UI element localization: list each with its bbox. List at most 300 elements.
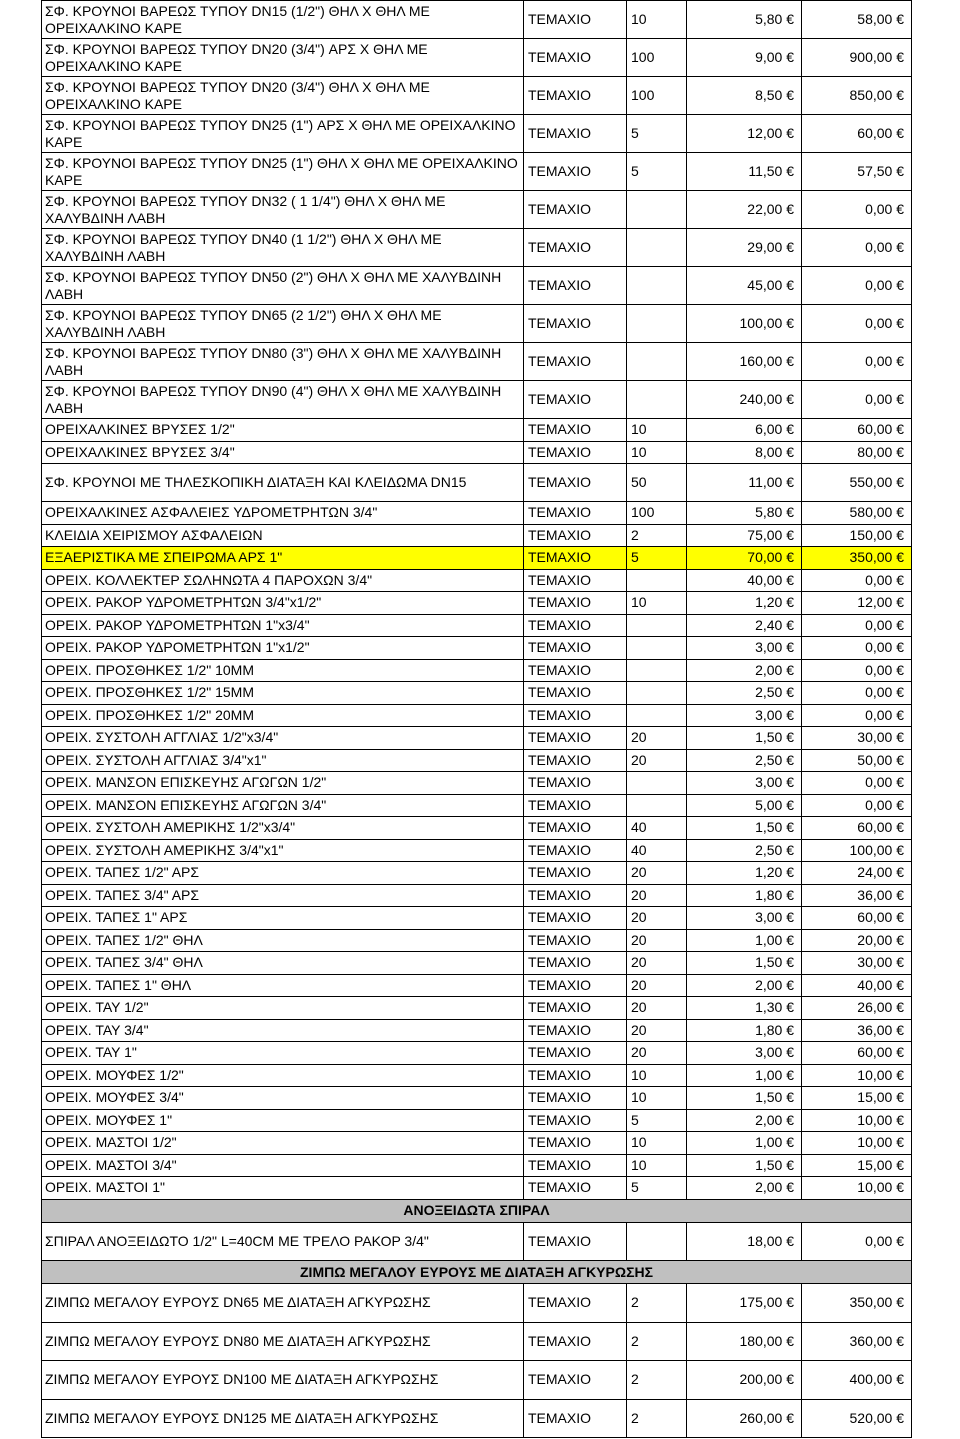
item-unit: ΤΕΜΑΧΙΟ xyxy=(524,1154,627,1177)
item-description: ΟΡΕΙΧ. ΜΟΥΦΕΣ 1/2" xyxy=(42,1064,524,1087)
item-unit: ΤΕΜΑΧΙΟ xyxy=(524,502,627,525)
item-unit-price: 3,00 € xyxy=(687,637,802,660)
item-quantity: 5 xyxy=(627,1177,687,1200)
item-total: 360,00 € xyxy=(802,1322,912,1361)
item-unit: ΤΕΜΑΧΙΟ xyxy=(524,1361,627,1400)
item-quantity: 20 xyxy=(627,997,687,1020)
item-quantity: 10 xyxy=(627,1132,687,1155)
table-row xyxy=(42,794,912,817)
item-quantity: 20 xyxy=(627,907,687,930)
item-unit: ΤΕΜΑΧΙΟ xyxy=(524,637,627,660)
section-header-row xyxy=(42,1261,912,1284)
item-unit-price: 160,00 € xyxy=(687,343,802,381)
item-total: 24,00 € xyxy=(802,862,912,885)
item-unit-price: 240,00 € xyxy=(687,381,802,419)
item-description: ΟΡΕΙΧ. ΤΑΠΕΣ 1" ΑΡΣ xyxy=(42,907,524,930)
table-row xyxy=(42,682,912,705)
item-unit-price: 2,00 € xyxy=(687,1109,802,1132)
item-description: ΟΡΕΙΧ. ΤΑΠΕΣ 1/2" ΘΗΛ xyxy=(42,929,524,952)
item-unit-price: 2,50 € xyxy=(687,682,802,705)
item-quantity: 20 xyxy=(627,929,687,952)
item-total: 350,00 € xyxy=(802,547,912,570)
item-quantity: 10 xyxy=(627,1087,687,1110)
table-row xyxy=(42,1042,912,1065)
table-row xyxy=(42,952,912,975)
item-quantity: 20 xyxy=(627,862,687,885)
table-row xyxy=(42,547,912,570)
item-description: ΣΦ. ΚΡΟΥΝΟΙ ΒΑΡΕΩΣ ΤΥΠΟΥ DN20 (3/4") ΘΗΛ Χ ΘΗΛ ΜΕ ΟΡΕΙΧΑΛΚΙΝΟ ΚΑΡΕ xyxy=(42,77,524,115)
item-total: 0,00 € xyxy=(802,637,912,660)
item-quantity xyxy=(627,614,687,637)
item-unit: ΤΕΜΑΧΙΟ xyxy=(524,682,627,705)
item-unit: ΤΕΜΑΧΙΟ xyxy=(524,839,627,862)
item-quantity xyxy=(627,794,687,817)
item-quantity xyxy=(627,659,687,682)
item-unit-price: 45,00 € xyxy=(687,267,802,305)
item-quantity xyxy=(627,772,687,795)
item-unit-price: 1,50 € xyxy=(687,952,802,975)
item-description: ΟΡΕΙΧ. ΤΑΥ 3/4" xyxy=(42,1019,524,1042)
item-quantity: 50 xyxy=(627,464,687,502)
item-total: 60,00 € xyxy=(802,419,912,442)
item-quantity: 2 xyxy=(627,1361,687,1400)
table-row xyxy=(42,39,912,77)
item-unit-price: 2,50 € xyxy=(687,839,802,862)
item-unit: ΤΕΜΑΧΙΟ xyxy=(524,115,627,153)
item-description: ΟΡΕΙΧ. ΜΑΣΤΟΙ 1" xyxy=(42,1177,524,1200)
item-unit: ΤΕΜΑΧΙΟ xyxy=(524,191,627,229)
item-unit: ΤΕΜΑΧΙΟ xyxy=(524,267,627,305)
item-unit-price: 1,00 € xyxy=(687,1132,802,1155)
item-total: 36,00 € xyxy=(802,884,912,907)
item-unit: ΤΕΜΑΧΙΟ xyxy=(524,1284,627,1323)
item-quantity: 20 xyxy=(627,884,687,907)
item-description: ΟΡΕΙΧ. ΡΑΚΟΡ ΥΔΡΟΜΕΤΡΗΤΩΝ 3/4"x1/2" xyxy=(42,592,524,615)
item-description: ΖΙΜΠΩ ΜΕΓΑΛΟΥ ΕΥΡΟΥΣ DN125 ΜΕ ΔΙΑΤΑΞΗ ΑΓΚΥΡΩΣΗΣ xyxy=(42,1399,524,1438)
table-row xyxy=(42,569,912,592)
item-unit: ΤΕΜΑΧΙΟ xyxy=(524,524,627,547)
item-unit-price: 18,00 € xyxy=(687,1222,802,1261)
item-unit-price: 8,00 € xyxy=(687,441,802,464)
item-unit-price: 1,00 € xyxy=(687,929,802,952)
item-unit-price: 3,00 € xyxy=(687,1042,802,1065)
item-description: ΟΡΕΙΧΑΛΚΙΝΕΣ ΒΡΥΣΕΣ 3/4" xyxy=(42,441,524,464)
item-quantity xyxy=(627,704,687,727)
item-description: ΟΡΕΙΧ. ΠΡΟΣΘΗΚΕΣ 1/2" 10ΜΜ xyxy=(42,659,524,682)
item-unit: ΤΕΜΑΧΙΟ xyxy=(524,592,627,615)
item-total: 0,00 € xyxy=(802,343,912,381)
item-unit: ΤΕΜΑΧΙΟ xyxy=(524,1087,627,1110)
item-quantity: 20 xyxy=(627,952,687,975)
item-unit: ΤΕΜΑΧΙΟ xyxy=(524,419,627,442)
item-description: ΣΦ. ΚΡΟΥΝΟΙ ΒΑΡΕΩΣ ΤΥΠΟΥ DN40 (1 1/2") ΘΗΛ Χ ΘΗΛ ΜΕ ΧΑΛΥΒΔΙΝΗ ΛΑΒΗ xyxy=(42,229,524,267)
item-unit: ΤΕΜΑΧΙΟ xyxy=(524,305,627,343)
item-description: ΟΡΕΙΧ. ΜΑΣΤΟΙ 1/2" xyxy=(42,1132,524,1155)
table-row xyxy=(42,267,912,305)
item-description: ΣΠΙΡΑΛ ΑΝΟΞΕΙΔΩΤΟ 1/2" L=40CM ME ΤΡΕΛΟ ΡΑΚΟΡ 3/4" xyxy=(42,1222,524,1261)
item-unit-price: 1,50 € xyxy=(687,1087,802,1110)
table-row xyxy=(42,884,912,907)
item-unit-price: 3,00 € xyxy=(687,907,802,930)
item-total: 20,00 € xyxy=(802,929,912,952)
item-unit-price: 175,00 € xyxy=(687,1284,802,1323)
item-quantity: 10 xyxy=(627,592,687,615)
item-total: 15,00 € xyxy=(802,1087,912,1110)
item-quantity xyxy=(627,682,687,705)
item-description: ΣΦ. ΚΡΟΥΝΟΙ ΒΑΡΕΩΣ ΤΥΠΟΥ DN15 (1/2") ΘΗΛ Χ ΘΗΛ ΜΕ ΟΡΕΙΧΑΛΚΙΝΟ ΚΑΡΕ xyxy=(42,1,524,39)
item-unit-price: 75,00 € xyxy=(687,524,802,547)
item-description: ΕΞΑΕΡΙΣΤΙΚΑ ΜΕ ΣΠΕΙΡΩΜΑ ΑΡΣ 1" xyxy=(42,547,524,570)
item-unit-price: 9,00 € xyxy=(687,39,802,77)
item-unit: ΤΕΜΑΧΙΟ xyxy=(524,1042,627,1065)
table-row xyxy=(42,592,912,615)
item-unit-price: 2,00 € xyxy=(687,1177,802,1200)
table-row xyxy=(42,749,912,772)
item-unit: ΤΕΜΑΧΙΟ xyxy=(524,343,627,381)
item-total: 0,00 € xyxy=(802,569,912,592)
item-quantity: 2 xyxy=(627,1399,687,1438)
item-unit: ΤΕΜΑΧΙΟ xyxy=(524,884,627,907)
item-unit: ΤΕΜΑΧΙΟ xyxy=(524,974,627,997)
item-total: 30,00 € xyxy=(802,727,912,750)
item-unit: ΤΕΜΑΧΙΟ xyxy=(524,1322,627,1361)
item-total: 10,00 € xyxy=(802,1109,912,1132)
table-row xyxy=(42,862,912,885)
item-total: 0,00 € xyxy=(802,794,912,817)
item-unit-price: 1,50 € xyxy=(687,1154,802,1177)
item-description: ΟΡΕΙΧ. ΡΑΚΟΡ ΥΔΡΟΜΕΤΡΗΤΩΝ 1"x3/4" xyxy=(42,614,524,637)
table-row xyxy=(42,907,912,930)
item-quantity: 2 xyxy=(627,1284,687,1323)
item-quantity xyxy=(627,191,687,229)
item-description: ΣΦ. ΚΡΟΥΝΟΙ ΒΑΡΕΩΣ ΤΥΠΟΥ DN32 ( 1 1/4") ΘΗΛ Χ ΘΗΛ ΜΕ ΧΑΛΥΒΔΙΝΗ ΛΑΒΗ xyxy=(42,191,524,229)
table-row xyxy=(42,1284,912,1323)
item-description: ΚΛΕΙΔΙΑ ΧΕΙΡΙΣΜΟΥ ΑΣΦΑΛΕΙΩΝ xyxy=(42,524,524,547)
item-quantity: 2 xyxy=(627,524,687,547)
item-description: ΟΡΕΙΧ. ΠΡΟΣΘΗΚΕΣ 1/2" 15ΜΜ xyxy=(42,682,524,705)
item-unit-price: 22,00 € xyxy=(687,191,802,229)
item-unit: ΤΕΜΑΧΙΟ xyxy=(524,997,627,1020)
table-row xyxy=(42,839,912,862)
item-total: 0,00 € xyxy=(802,267,912,305)
item-description: ΣΦ. ΚΡΟΥΝΟΙ ΒΑΡΕΩΣ ΤΥΠΟΥ DN50 (2") ΘΗΛ Χ ΘΗΛ ΜΕ ΧΑΛΥΒΔΙΝΗ ΛΑΒΗ xyxy=(42,267,524,305)
item-total: 10,00 € xyxy=(802,1132,912,1155)
table-row xyxy=(42,1109,912,1132)
table-row xyxy=(42,153,912,191)
table-row xyxy=(42,727,912,750)
item-unit: ΤΕΜΑΧΙΟ xyxy=(524,1132,627,1155)
table-row xyxy=(42,1,912,39)
item-unit: ΤΕΜΑΧΙΟ xyxy=(524,1222,627,1261)
table-row xyxy=(42,343,912,381)
table-row xyxy=(42,1064,912,1087)
item-unit-price: 6,00 € xyxy=(687,419,802,442)
section-header-row xyxy=(42,1199,912,1222)
item-total: 0,00 € xyxy=(802,381,912,419)
item-description: ΣΦ. ΚΡΟΥΝΟΙ ΒΑΡΕΩΣ ΤΥΠΟΥ DN65 (2 1/2") ΘΗΛ Χ ΘΗΛ ΜΕ ΧΑΛΥΒΔΙΝΗ ΛΑΒΗ xyxy=(42,305,524,343)
item-quantity xyxy=(627,229,687,267)
item-total: 0,00 € xyxy=(802,305,912,343)
item-unit: ΤΕΜΑΧΙΟ xyxy=(524,1064,627,1087)
item-description: ΣΦ. ΚΡΟΥΝΟΙ ΒΑΡΕΩΣ ΤΥΠΟΥ DN25 (1") ΑΡΣ Χ ΘΗΛ ΜΕ ΟΡΕΙΧΑΛΚΙΝΟ ΚΑΡΕ xyxy=(42,115,524,153)
table-row xyxy=(42,659,912,682)
item-unit: ΤΕΜΑΧΙΟ xyxy=(524,1177,627,1200)
table-row xyxy=(42,305,912,343)
item-unit-price: 5,80 € xyxy=(687,1,802,39)
item-unit-price: 11,00 € xyxy=(687,464,802,502)
item-description: ΖΙΜΠΩ ΜΕΓΑΛΟΥ ΕΥΡΟΥΣ DN80 ΜΕ ΔΙΑΤΑΞΗ ΑΓΚΥΡΩΣΗΣ xyxy=(42,1322,524,1361)
item-quantity: 20 xyxy=(627,974,687,997)
table-row xyxy=(42,1019,912,1042)
item-quantity xyxy=(627,343,687,381)
table-row xyxy=(42,1322,912,1361)
item-description: ΟΡΕΙΧ. ΣΥΣΤΟΛΗ ΑΓΓΛΙΑΣ 3/4"x1" xyxy=(42,749,524,772)
item-quantity: 40 xyxy=(627,817,687,840)
item-total: 400,00 € xyxy=(802,1361,912,1400)
table-row xyxy=(42,191,912,229)
table-row xyxy=(42,502,912,525)
item-quantity: 100 xyxy=(627,39,687,77)
item-unit: ΤΕΜΑΧΙΟ xyxy=(524,817,627,840)
item-quantity: 5 xyxy=(627,1109,687,1132)
item-unit: ΤΕΜΑΧΙΟ xyxy=(524,569,627,592)
item-unit: ΤΕΜΑΧΙΟ xyxy=(524,464,627,502)
table-row xyxy=(42,229,912,267)
item-quantity: 10 xyxy=(627,441,687,464)
item-unit: ΤΕΜΑΧΙΟ xyxy=(524,441,627,464)
item-total: 40,00 € xyxy=(802,974,912,997)
item-unit-price: 100,00 € xyxy=(687,305,802,343)
item-description: ΟΡΕΙΧ. ΚΟΛΛΕΚΤΕΡ ΣΩΛΗΝΩΤΑ 4 ΠΑΡΟΧΩΝ 3/4" xyxy=(42,569,524,592)
item-description: ΟΡΕΙΧ. ΜΑΝΣΟΝ ΕΠΙΣΚΕΥΗΣ ΑΓΩΓΩΝ 3/4" xyxy=(42,794,524,817)
item-unit: ΤΕΜΑΧΙΟ xyxy=(524,547,627,570)
item-total: 350,00 € xyxy=(802,1284,912,1323)
item-unit: ΤΕΜΑΧΙΟ xyxy=(524,952,627,975)
item-unit-price: 2,00 € xyxy=(687,974,802,997)
item-quantity xyxy=(627,305,687,343)
item-unit: ΤΕΜΑΧΙΟ xyxy=(524,1109,627,1132)
item-quantity xyxy=(627,1222,687,1261)
table-row xyxy=(42,1222,912,1261)
item-unit-price: 5,80 € xyxy=(687,502,802,525)
item-unit-price: 1,30 € xyxy=(687,997,802,1020)
item-description: ΟΡΕΙΧ. ΣΥΣΤΟΛΗ ΑΜΕΡΙΚΗΣ 3/4"x1" xyxy=(42,839,524,862)
item-description: ΣΦ. ΚΡΟΥΝΟΙ ΒΑΡΕΩΣ ΤΥΠΟΥ DN90 (4") ΘΗΛ Χ ΘΗΛ ΜΕ ΧΑΛΥΒΔΙΝΗ ΛΑΒΗ xyxy=(42,381,524,419)
table-row xyxy=(42,419,912,442)
item-unit: ΤΕΜΑΧΙΟ xyxy=(524,929,627,952)
item-quantity: 100 xyxy=(627,77,687,115)
table-row xyxy=(42,704,912,727)
item-unit-price: 1,50 € xyxy=(687,727,802,750)
item-description: ΟΡΕΙΧ. ΜΑΝΣΟΝ ΕΠΙΣΚΕΥΗΣ ΑΓΩΓΩΝ 1/2" xyxy=(42,772,524,795)
item-description: ΟΡΕΙΧΑΛΚΙΝΕΣ ΒΡΥΣΕΣ 1/2" xyxy=(42,419,524,442)
item-quantity: 2 xyxy=(627,1322,687,1361)
item-total: 80,00 € xyxy=(802,441,912,464)
item-total: 60,00 € xyxy=(802,907,912,930)
item-quantity: 10 xyxy=(627,1064,687,1087)
item-total: 12,00 € xyxy=(802,592,912,615)
item-description: ΣΦ. ΚΡΟΥΝΟΙ ΒΑΡΕΩΣ ΤΥΠΟΥ DN25 (1") ΘΗΛ Χ ΘΗΛ ΜΕ ΟΡΕΙΧΑΛΚΙΝΟ ΚΑΡΕ xyxy=(42,153,524,191)
table-row xyxy=(42,614,912,637)
item-unit: ΤΕΜΑΧΙΟ xyxy=(524,772,627,795)
item-unit: ΤΕΜΑΧΙΟ xyxy=(524,907,627,930)
table-row xyxy=(42,1087,912,1110)
item-quantity: 40 xyxy=(627,839,687,862)
item-unit-price: 2,00 € xyxy=(687,659,802,682)
item-quantity: 5 xyxy=(627,547,687,570)
table-row xyxy=(42,77,912,115)
table-row xyxy=(42,1361,912,1400)
table-row xyxy=(42,772,912,795)
item-description: ΟΡΕΙΧ. ΤΑΥ 1/2" xyxy=(42,997,524,1020)
item-total: 26,00 € xyxy=(802,997,912,1020)
table-row xyxy=(42,115,912,153)
table-row xyxy=(42,817,912,840)
item-unit-price: 3,00 € xyxy=(687,772,802,795)
item-unit-price: 40,00 € xyxy=(687,569,802,592)
item-description: ΟΡΕΙΧ. ΤΑΠΕΣ 1/2" ΑΡΣ xyxy=(42,862,524,885)
table-row xyxy=(42,974,912,997)
item-description: ΟΡΕΙΧ. ΣΥΣΤΟΛΗ ΑΜΕΡΙΚΗΣ 1/2"x3/4" xyxy=(42,817,524,840)
item-total: 850,00 € xyxy=(802,77,912,115)
item-unit: ΤΕΜΑΧΙΟ xyxy=(524,614,627,637)
item-unit: ΤΕΜΑΧΙΟ xyxy=(524,794,627,817)
item-total: 60,00 € xyxy=(802,1042,912,1065)
table-row xyxy=(42,524,912,547)
item-unit-price: 2,40 € xyxy=(687,614,802,637)
item-total: 60,00 € xyxy=(802,817,912,840)
item-quantity: 20 xyxy=(627,1019,687,1042)
item-total: 10,00 € xyxy=(802,1177,912,1200)
item-unit-price: 1,80 € xyxy=(687,1019,802,1042)
item-quantity: 5 xyxy=(627,115,687,153)
item-description: ΟΡΕΙΧ. ΤΑΠΕΣ 3/4" ΑΡΣ xyxy=(42,884,524,907)
table-row xyxy=(42,1154,912,1177)
item-quantity: 20 xyxy=(627,727,687,750)
item-total: 150,00 € xyxy=(802,524,912,547)
item-total: 36,00 € xyxy=(802,1019,912,1042)
item-unit: ΤΕΜΑΧΙΟ xyxy=(524,1399,627,1438)
item-quantity xyxy=(627,381,687,419)
table-row xyxy=(42,929,912,952)
section-title: ΖΙΜΠΩ ΜΕΓΑΛΟΥ ΕΥΡΟΥΣ ΜΕ ΔΙΑΤΑΞΗ ΑΓΚΥΡΩΣΗΣ xyxy=(42,1261,912,1284)
item-unit-price: 1,20 € xyxy=(687,592,802,615)
item-description: ΟΡΕΙΧ. ΤΑΥ 1" xyxy=(42,1042,524,1065)
item-unit: ΤΕΜΑΧΙΟ xyxy=(524,727,627,750)
item-total: 58,00 € xyxy=(802,1,912,39)
table-row xyxy=(42,997,912,1020)
item-description: ΟΡΕΙΧ. ΜΟΥΦΕΣ 3/4" xyxy=(42,1087,524,1110)
item-total: 580,00 € xyxy=(802,502,912,525)
item-quantity xyxy=(627,637,687,660)
item-unit: ΤΕΜΑΧΙΟ xyxy=(524,1,627,39)
item-unit-price: 2,50 € xyxy=(687,749,802,772)
item-total: 0,00 € xyxy=(802,1222,912,1261)
item-quantity: 100 xyxy=(627,502,687,525)
item-unit: ΤΕΜΑΧΙΟ xyxy=(524,229,627,267)
item-quantity xyxy=(627,267,687,305)
item-quantity: 20 xyxy=(627,1042,687,1065)
item-unit: ΤΕΜΑΧΙΟ xyxy=(524,39,627,77)
item-quantity: 10 xyxy=(627,1,687,39)
item-description: ΟΡΕΙΧ. ΜΑΣΤΟΙ 3/4" xyxy=(42,1154,524,1177)
item-total: 900,00 € xyxy=(802,39,912,77)
item-description: ΟΡΕΙΧ. ΤΑΠΕΣ 3/4" ΘΗΛ xyxy=(42,952,524,975)
item-description: ΟΡΕΙΧ. ΡΑΚΟΡ ΥΔΡΟΜΕΤΡΗΤΩΝ 1"x1/2" xyxy=(42,637,524,660)
price-table-body xyxy=(42,1,912,1438)
item-unit: ΤΕΜΑΧΙΟ xyxy=(524,77,627,115)
item-quantity: 10 xyxy=(627,1154,687,1177)
item-quantity: 10 xyxy=(627,419,687,442)
item-description: ΟΡΕΙΧ. ΣΥΣΤΟΛΗ ΑΓΓΛΙΑΣ 1/2"x3/4" xyxy=(42,727,524,750)
price-table xyxy=(41,0,912,1438)
item-total: 520,00 € xyxy=(802,1399,912,1438)
item-total: 0,00 € xyxy=(802,659,912,682)
item-unit-price: 200,00 € xyxy=(687,1361,802,1400)
table-row xyxy=(42,464,912,502)
item-description: ΟΡΕΙΧ. ΜΟΥΦΕΣ 1" xyxy=(42,1109,524,1132)
item-total: 0,00 € xyxy=(802,682,912,705)
item-total: 0,00 € xyxy=(802,772,912,795)
item-unit-price: 260,00 € xyxy=(687,1399,802,1438)
item-total: 57,50 € xyxy=(802,153,912,191)
item-unit: ΤΕΜΑΧΙΟ xyxy=(524,153,627,191)
section-title: ΑΝΟΞΕΙΔΩΤΑ ΣΠΙΡΑΛ xyxy=(42,1199,912,1222)
item-unit-price: 1,50 € xyxy=(687,817,802,840)
item-unit: ΤΕΜΑΧΙΟ xyxy=(524,659,627,682)
item-unit-price: 1,00 € xyxy=(687,1064,802,1087)
item-total: 0,00 € xyxy=(802,614,912,637)
item-total: 50,00 € xyxy=(802,749,912,772)
item-unit-price: 11,50 € xyxy=(687,153,802,191)
table-row xyxy=(42,1132,912,1155)
item-unit: ΤΕΜΑΧΙΟ xyxy=(524,749,627,772)
item-quantity xyxy=(627,569,687,592)
item-total: 30,00 € xyxy=(802,952,912,975)
item-description: ΣΦ. ΚΡΟΥΝΟΙ ΜΕ ΤΗΛΕΣΚΟΠΙΚΗ ΔΙΑΤΑΞΗ ΚΑΙ ΚΛΕΙΔΩΜΑ DN15 xyxy=(42,464,524,502)
item-description: ΖΙΜΠΩ ΜΕΓΑΛΟΥ ΕΥΡΟΥΣ DN65 ΜΕ ΔΙΑΤΑΞΗ ΑΓΚΥΡΩΣΗΣ xyxy=(42,1284,524,1323)
item-total: 100,00 € xyxy=(802,839,912,862)
item-unit-price: 12,00 € xyxy=(687,115,802,153)
table-row xyxy=(42,441,912,464)
item-description: ΟΡΕΙΧ. ΠΡΟΣΘΗΚΕΣ 1/2" 20ΜΜ xyxy=(42,704,524,727)
item-unit: ΤΕΜΑΧΙΟ xyxy=(524,1019,627,1042)
table-row xyxy=(42,1177,912,1200)
item-unit: ΤΕΜΑΧΙΟ xyxy=(524,704,627,727)
item-quantity: 5 xyxy=(627,153,687,191)
item-description: ΟΡΕΙΧ. ΤΑΠΕΣ 1" ΘΗΛ xyxy=(42,974,524,997)
item-description: ΣΦ. ΚΡΟΥΝΟΙ ΒΑΡΕΩΣ ΤΥΠΟΥ DN20 (3/4") ΑΡΣ Χ ΘΗΛ ΜΕ ΟΡΕΙΧΑΛΚΙΝΟ ΚΑΡΕ xyxy=(42,39,524,77)
item-total: 15,00 € xyxy=(802,1154,912,1177)
item-description: ΖΙΜΠΩ ΜΕΓΑΛΟΥ ΕΥΡΟΥΣ DN100 ΜΕ ΔΙΑΤΑΞΗ ΑΓΚΥΡΩΣΗΣ xyxy=(42,1361,524,1400)
item-unit: ΤΕΜΑΧΙΟ xyxy=(524,381,627,419)
table-row xyxy=(42,381,912,419)
item-unit-price: 29,00 € xyxy=(687,229,802,267)
item-total: 550,00 € xyxy=(802,464,912,502)
item-unit-price: 8,50 € xyxy=(687,77,802,115)
item-description: ΟΡΕΙΧΑΛΚΙΝΕΣ ΑΣΦΑΛΕΙΕΣ ΥΔΡΟΜΕΤΡΗΤΩΝ 3/4" xyxy=(42,502,524,525)
item-unit-price: 5,00 € xyxy=(687,794,802,817)
item-unit: ΤΕΜΑΧΙΟ xyxy=(524,862,627,885)
item-unit-price: 180,00 € xyxy=(687,1322,802,1361)
item-total: 60,00 € xyxy=(802,115,912,153)
item-unit-price: 3,00 € xyxy=(687,704,802,727)
item-total: 10,00 € xyxy=(802,1064,912,1087)
item-total: 0,00 € xyxy=(802,191,912,229)
table-row xyxy=(42,1399,912,1438)
table-row xyxy=(42,637,912,660)
item-unit-price: 1,20 € xyxy=(687,862,802,885)
